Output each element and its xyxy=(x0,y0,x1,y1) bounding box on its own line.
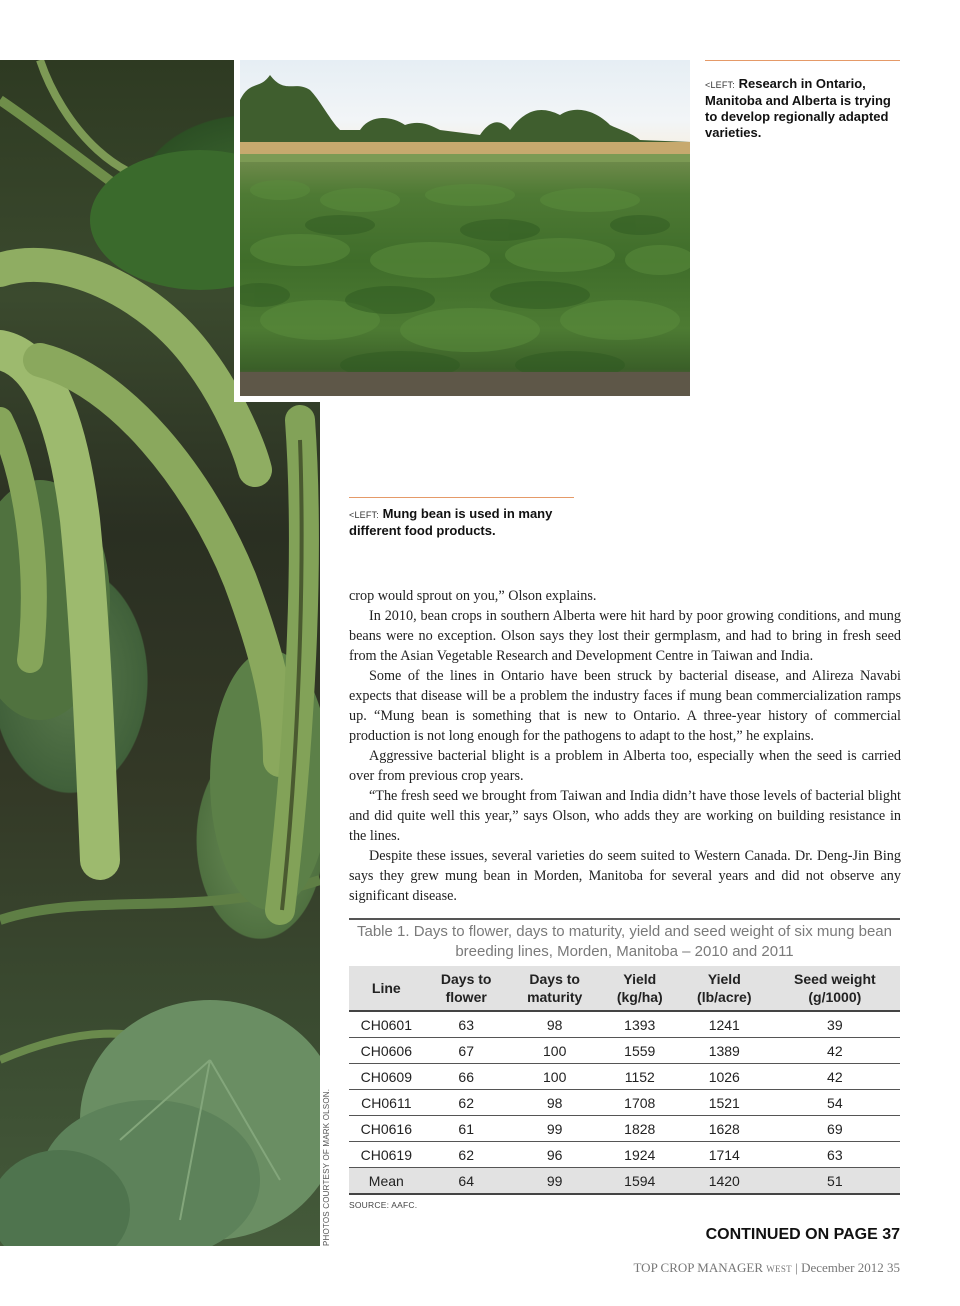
header-line2: (lb/acre) xyxy=(697,989,752,1005)
table-header-row xyxy=(349,966,900,1011)
table-cell: 98 xyxy=(509,1090,601,1116)
data-table xyxy=(349,966,900,1195)
table-row xyxy=(349,1011,900,1038)
table-cell: CH0609 xyxy=(349,1064,424,1090)
table-cell: 1152 xyxy=(601,1064,679,1090)
table-cell: 63 xyxy=(770,1142,900,1168)
page-number: 35 xyxy=(887,1260,900,1275)
paragraph: In 2010, bean crops in southern Alberta were hit hard by poor growing conditions, and mung beans were no exception. Olson says they lost their germplasm, and had to bring in fresh seed from the Asian Vegetable Research and Development Centre in Taiwan and India. xyxy=(349,608,901,664)
paragraph: “The fresh seed we brought from Taiwan and India didn’t have those levels of bacterial blight and did quite well this year,” says Olson, who adds they are working on building resistance in the lines. xyxy=(349,788,901,844)
article-body xyxy=(349,586,901,906)
table-row-mean xyxy=(349,1168,900,1195)
header-line1: Days to xyxy=(440,971,492,987)
table-source: SOURCE: AAFC. xyxy=(349,1200,418,1210)
table-cell: 64 xyxy=(424,1168,509,1195)
table-cell: CH0601 xyxy=(349,1011,424,1038)
table-cell: 61 xyxy=(424,1116,509,1142)
table-cell: 54 xyxy=(770,1090,900,1116)
field-photo-frame xyxy=(234,60,692,402)
header-line2: (g/1000) xyxy=(808,989,862,1005)
paragraph: crop would sprout on you,” Olson explains. xyxy=(349,588,597,604)
table-body xyxy=(349,1011,900,1194)
table-top-rule xyxy=(349,918,900,920)
header-line1: Line xyxy=(371,980,401,996)
header-line1: Days to xyxy=(529,971,580,987)
table-cell: 99 xyxy=(509,1168,601,1195)
magazine-edition: WEST xyxy=(766,1264,792,1274)
table-cell: 39 xyxy=(770,1011,900,1038)
table-cell: 69 xyxy=(770,1116,900,1142)
table-header xyxy=(349,966,424,1011)
table-cell: Mean xyxy=(349,1168,424,1195)
header-line2: maturity xyxy=(527,989,583,1005)
table-header xyxy=(509,966,601,1011)
table-cell: 100 xyxy=(509,1038,601,1064)
paragraph: Some of the lines in Ontario have been struck by bacterial disease, and Alireza Navabi expects that disease will be a problem the industry faces if mung bean commercialization ramps up. “Mung bean is something that is new to Ontario. A three-year history of commercial production is not long enough for the pathogens to adapt to the host,” he explains. xyxy=(349,668,901,744)
paragraph: Despite these issues, several varieties do seem suited to Western Canada. Dr. Deng-Jin Bing says they grew mung bean in Morden, Manitoba for several years and did not observe any significant disease. xyxy=(349,848,901,904)
table-cell: CH0616 xyxy=(349,1116,424,1142)
table-cell: 1241 xyxy=(679,1011,770,1038)
table-cell: 63 xyxy=(424,1011,509,1038)
table-cell: 1026 xyxy=(679,1064,770,1090)
table-row xyxy=(349,1038,900,1064)
table-header xyxy=(770,966,900,1011)
caption-tag: <LEFT: xyxy=(705,80,735,90)
table-cell: 96 xyxy=(509,1142,601,1168)
table-row xyxy=(349,1116,900,1142)
table-cell: 1420 xyxy=(679,1168,770,1195)
table-cell: 42 xyxy=(770,1038,900,1064)
page-footer xyxy=(633,1260,900,1276)
header-line2: (kg/ha) xyxy=(616,989,663,1005)
field-photo xyxy=(240,60,690,396)
header-line1: Yield xyxy=(707,971,741,987)
table-header xyxy=(601,966,679,1011)
table-cell: 98 xyxy=(509,1011,601,1038)
caption-text: Research in Ontario, Manitoba and Alberta is trying to develop regionally adapted varieties. xyxy=(705,76,891,140)
table-cell: 62 xyxy=(424,1090,509,1116)
table-cell: 1708 xyxy=(601,1090,679,1116)
table-cell: 51 xyxy=(770,1168,900,1195)
caption-rule-mid xyxy=(349,497,574,498)
caption-text: Mung bean is used in many different food products. xyxy=(349,506,553,538)
field-illustration xyxy=(240,60,690,396)
table-cell: 99 xyxy=(509,1116,601,1142)
table-cell: 1389 xyxy=(679,1038,770,1064)
table-cell: 1714 xyxy=(679,1142,770,1168)
table-cell: 1594 xyxy=(601,1168,679,1195)
table-header xyxy=(679,966,770,1011)
table-row xyxy=(349,1090,900,1116)
table-cell: 1828 xyxy=(601,1116,679,1142)
table-cell: 62 xyxy=(424,1142,509,1168)
table-row xyxy=(349,1064,900,1090)
table-title: Table 1. Days to flower, days to maturity, yield and seed weight of six mung bean breeding lines, Morden, Manitoba – 2010 and 2011 xyxy=(356,923,892,960)
table-cell: 100 xyxy=(509,1064,601,1090)
table-header xyxy=(424,966,509,1011)
caption-rule-top xyxy=(705,60,900,61)
magazine-name: TOP CROP MANAGER xyxy=(633,1260,764,1275)
header-line2: flower xyxy=(445,989,487,1005)
table-cell: 66 xyxy=(424,1064,509,1090)
header-line1: Yield xyxy=(623,971,657,987)
photo-credit: PHOTOS COURTESY OF MARK OLSON. xyxy=(322,1088,331,1246)
caption-tag: <LEFT: xyxy=(349,510,379,520)
paragraph: Aggressive bacterial blight is a problem in Alberta too, especially when the seed is carried over from previous crop years. xyxy=(349,748,901,784)
table-cell: 1924 xyxy=(601,1142,679,1168)
mung-bean-caption xyxy=(349,506,574,539)
continued-notice: CONTINUED ON PAGE 37 xyxy=(705,1226,900,1243)
table-cell: CH0611 xyxy=(349,1090,424,1116)
table-cell: 1521 xyxy=(679,1090,770,1116)
table-cell: 1393 xyxy=(601,1011,679,1038)
footer-separator: | xyxy=(795,1260,798,1275)
table-cell: 1628 xyxy=(679,1116,770,1142)
table-cell: 67 xyxy=(424,1038,509,1064)
table-cell: CH0606 xyxy=(349,1038,424,1064)
issue-date: December 2012 xyxy=(801,1260,884,1275)
field-photo-caption xyxy=(705,76,900,141)
table-cell: 42 xyxy=(770,1064,900,1090)
header-line1: Seed weight xyxy=(793,971,876,987)
table-cell: CH0619 xyxy=(349,1142,424,1168)
table-row xyxy=(349,1142,900,1168)
table-cell: 1559 xyxy=(601,1038,679,1064)
